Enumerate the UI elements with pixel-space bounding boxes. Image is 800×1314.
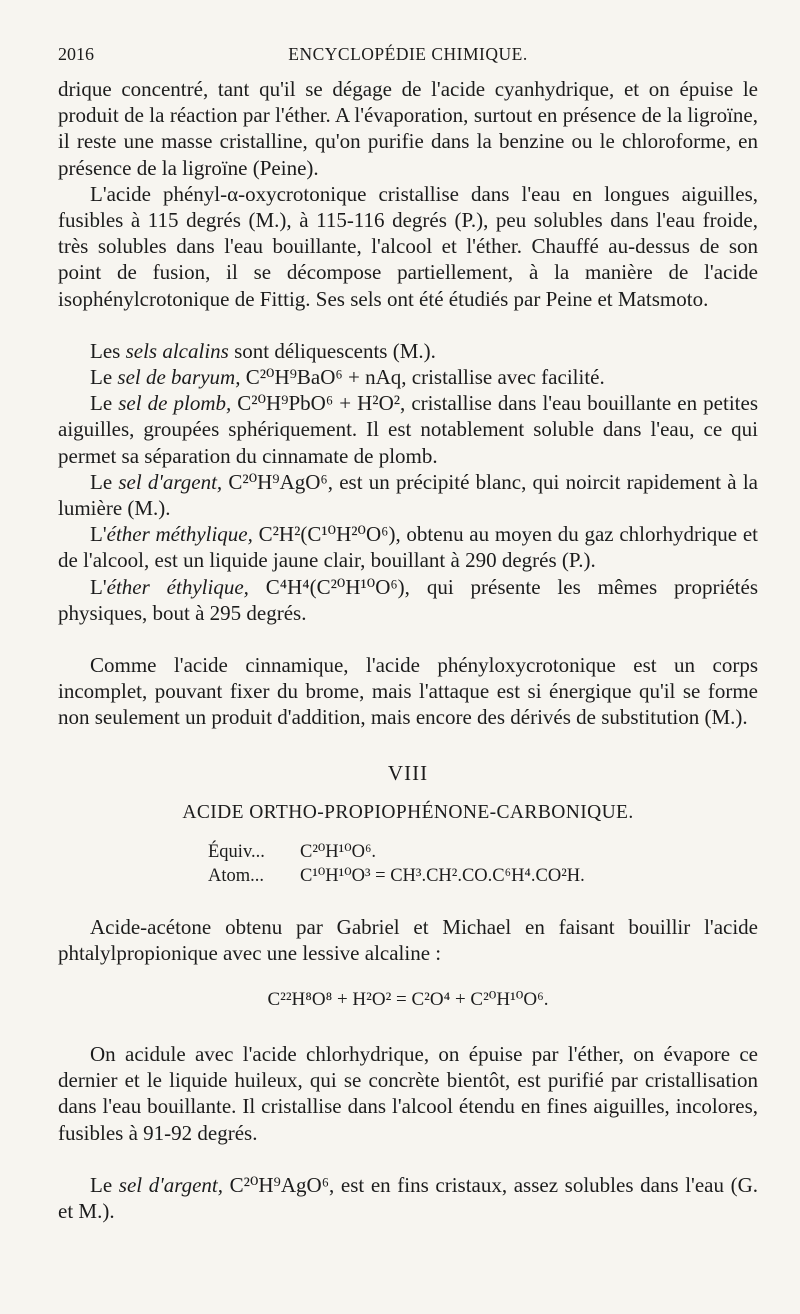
atom-formula: C¹⁰H¹⁰O³ = CH³.CH².CO.C⁶H⁴.CO²H. (300, 865, 585, 886)
paragraph-silver-salt-2: Le sel d'argent, C²⁰H⁹AgO⁶, est en fins cristaux, assez solubles dans l'eau (G. et M.). (58, 1172, 759, 1224)
term-sel-d-argent: sel d'argent, (118, 469, 223, 494)
term-sel-de-baryum: sel de baryum, (117, 365, 241, 390)
paragraph-bromine-addition: Comme l'acide cinnamique, l'acide phényloxycrotonique est un corps incomplet, pouvant fixer du brome, mais l'attaque est si énergique qu'il se forme non seulement un produit d'addition, mais encore des dérivés de substitution (M.). (58, 653, 758, 730)
term-sel-d-argent-2: sel d'argent, (118, 1172, 224, 1197)
term-sels-alcalins: sels alcalins (125, 338, 229, 363)
term-sel-de-plomb: sel de plomb, (118, 391, 232, 416)
atom-formula-row (208, 864, 758, 888)
formula-block (208, 840, 758, 888)
term-ether-ethylique: éther éthylique, (106, 574, 249, 599)
paragraph-barium-salt: Le sel de baryum, C²⁰H⁹BaO⁶ + nAq, cristallise avec facilité. (90, 365, 605, 390)
paragraph-synthesis-intro: Acide-acétone obtenu par Gabriel et Michael en faisant bouillir l'acide phtalylpropionique avec une lessive alcaline : (58, 914, 758, 965)
paragraph-silver-salt: Le sel d'argent, C²⁰H⁹AgO⁶, est un précipité blanc, qui noircit rapidement à la lumière (M.). (58, 469, 758, 521)
equiv-formula: C²⁰H¹⁰O⁶. (300, 841, 377, 862)
page-number: 2016 (58, 44, 94, 64)
paragraph-purification: On acidule avec l'acide chlorhydrique, on épuise par l'éther, on évapore ce dernier et le liquide huileux, qui se concrète bientôt, est purifié par cristallisation dans l'eau bouillante. Il cristallise dans l'alcool étendu en fines aiguilles, incolores, fusibles à 91-92 degrés. (58, 1042, 758, 1145)
paragraph-methyl-ether: L'éther méthylique, C²H²(C¹⁰H²⁰O⁶), obtenu au moyen du gaz chlorhydrique et de l'alcool, est un liquide jaune clair, bouillant à 290 degrés (P.). (58, 522, 758, 573)
running-title: ENCYCLOPÉDIE CHIMIQUE. (288, 44, 528, 64)
section-number: VIII (387, 760, 429, 785)
page-header (58, 44, 758, 70)
equiv-formula-row (208, 840, 758, 864)
atom-label: Atom... (208, 865, 265, 886)
reaction-equation: C²²H⁸O⁸ + H²O² = C²O⁴ + C²⁰H¹⁰O⁶. (267, 989, 549, 1011)
paragraph-lead-salt: Le sel de plomb, C²⁰H⁹PbO⁶ + H²O², cristallise dans l'eau bouillante en petites aiguilles, groupées sphériquement. Il est notablement soluble dans l'eau, ce qui permet sa séparation du cinnamate de plomb. (58, 391, 758, 468)
paragraph-phenyl-oxycrotonic-acid: L'acide phényl-α-oxycrotonique cristallise dans l'eau en longues aiguilles, fusibles à 115 degrés (M.), à 115-116 degrés (P.), peu solubles dans l'eau froide, très solubles dans l'eau bouillante, l'alcool et l'éther. Chauffé au-dessus de son point de fusion, il se décompose partiellement, à la manière de l'acide isophénylcrotonique de Fittig. Ses sels ont été étudiés par Peine et Matsmoto. (58, 181, 758, 311)
section-title: ACIDE ORTHO-PROPIOPHÉNONE-CARBONIQUE. (182, 801, 634, 823)
paragraph-ethyl-ether: L'éther éthylique, C⁴H⁴(C²⁰H¹⁰O⁶), qui présente les mêmes propriétés physiques, bout à 295 degrés. (58, 574, 758, 625)
paragraph-continuation: drique concentré, tant qu'il se dégage de l'acide cyanhydrique, et on épuise le produit de la réaction par l'éther. A l'évaporation, surtout en présence de la ligroïne, il reste une masse cristalline, qu'on purifie dans la benzine ou le chloroforme, en présence de la ligroïne (Peine). (58, 77, 758, 180)
equiv-label: Équiv... (208, 841, 265, 862)
term-ether-methylique: éther méthylique, (106, 522, 253, 547)
paragraph-alkaline-salts: Les sels alcalins sont déliquescents (M.). (90, 338, 436, 363)
page-body (58, 76, 758, 1224)
